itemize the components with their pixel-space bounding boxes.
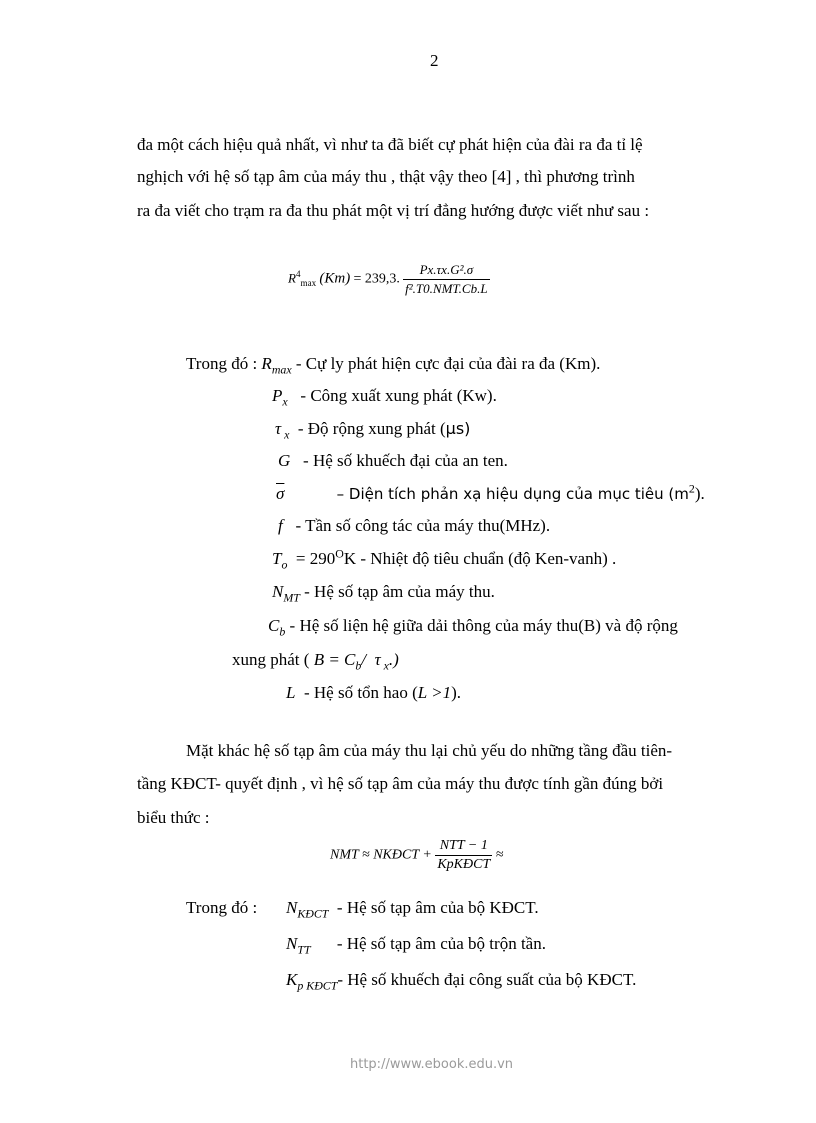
definition-l-close: ). <box>451 683 462 702</box>
definition-tau-unit: μs <box>445 419 465 438</box>
page-number: 2 <box>430 51 439 70</box>
definition-cb-text: - Hệ số liện hệ giữa dải thông của máy thu(B) và độ rộng <box>289 616 678 635</box>
definitions-intro: Trong đó : <box>186 354 258 373</box>
definition-t0-eq: = 290 <box>295 549 336 568</box>
definition2-kp <box>286 970 637 993</box>
definition-l <box>286 683 461 703</box>
definition-tau <box>275 419 471 442</box>
definition-cb-cont <box>232 650 399 673</box>
definition-f <box>278 516 550 536</box>
symbol-kp: $K_{p KĐCT}$ <box>286 970 338 993</box>
definition-cb <box>268 616 678 639</box>
eq1-lhs: R <box>288 270 296 286</box>
symbol-g: G <box>278 451 291 470</box>
symbol-cb: $C_b$ <box>268 616 286 639</box>
definition-tau-text: - Độ rộng xung phát ( <box>297 419 446 438</box>
definition-rmax-text: - Cự ly phát hiện cực đại của đài ra đa (Km). <box>295 354 601 373</box>
definition-sigma-text: – Diện tích phản xạ hiệu dụng của mục tiêu (m <box>336 485 689 503</box>
definition-px-text: - Công xuất xung phát (Kw). <box>300 386 497 405</box>
symbol-f: f <box>278 516 283 535</box>
symbol-l: L <box>286 683 296 702</box>
eq2-fraction <box>435 838 492 873</box>
symbol-nkdct: $N_{KĐCT}$ <box>286 898 329 921</box>
eq1-denominator: f².T0.NMT.Cb.L <box>405 281 488 296</box>
definition-t0-text: K - Nhiệt độ tiêu chuẩn (độ Ken-vanh) . <box>343 549 617 568</box>
symbol-t0: $T_o$ <box>272 549 288 572</box>
cb-formula: $B = C_b/$ τ $_x$.) <box>313 650 399 673</box>
eq1-lhs-sup: 4 <box>295 269 301 280</box>
eq2-lhs: NMT ≈ NKĐCT + <box>330 847 432 863</box>
definition2-ntt-text: - Hệ số tạp âm của bộ trộn tần. <box>336 934 546 953</box>
paragraph-line: tầng KĐCT- quyết định , vì hệ số tạp âm của máy thu được tính gần đúng bởi <box>137 774 664 793</box>
symbol-px: $P_x$ <box>272 386 288 409</box>
definition2-ntt <box>286 934 546 957</box>
definition-tau-close: ) <box>464 419 471 438</box>
paragraph-line: biểu thức : <box>137 808 210 827</box>
symbol-nmt: $N_{MT}$ <box>272 582 300 605</box>
eq2-numerator: NTT − 1 <box>435 838 492 856</box>
definitions2-intro: Trong đó : <box>186 898 258 917</box>
symbol-tau: τ $_x$ <box>275 419 290 442</box>
definition-sigma-close: ). <box>694 484 705 503</box>
definition2-nkdct-text: - Hệ số tạp âm của bộ KĐCT. <box>336 898 539 917</box>
paragraph-line: ra đa viết cho trạm ra đa thu phát một vị trí đẳng hướng được viết như sau : <box>137 201 650 220</box>
definition2-kp-text: - Hệ số khuếch đại công suất của bộ KĐCT. <box>337 970 637 989</box>
symbol-ntt: $N_{TT}$ <box>286 934 311 957</box>
definition-rmax <box>186 354 601 377</box>
footer-url: http://www.ebook.edu.vn <box>350 1057 514 1072</box>
definition-px <box>272 386 497 409</box>
definition-l-cond: L >1 <box>417 683 452 702</box>
definition-t0-sup: O <box>335 546 344 561</box>
paragraph-line: nghịch với hệ số tạp âm của máy thu , thật vậy theo [4] , thì phương trình <box>137 167 635 186</box>
eq1-lhs-arg: (Km) <box>319 270 351 287</box>
definition2-nkdct <box>286 898 539 921</box>
symbol-rmax: $R_{max}$ <box>261 354 292 377</box>
definition-f-text: - Tần số công tác của máy thu(MHz). <box>295 516 551 535</box>
noise-figure-equation <box>330 838 503 873</box>
symbol-sigma: $\overline{\sigma}$ <box>276 484 285 503</box>
definition-sigma-sup: 2 <box>688 481 695 496</box>
definition-sigma <box>276 481 705 504</box>
eq2-denominator: KpKĐCT <box>437 857 491 872</box>
paragraph-line: Mặt khác hệ số tạp âm của máy thu lại chủ yếu do những tầng đầu tiên- <box>186 741 673 760</box>
eq1-fraction <box>403 262 489 297</box>
definition-g <box>278 451 508 471</box>
definition-l-text: - Hệ số tổn hao ( <box>303 683 418 702</box>
eq1-const: = 239,3. <box>353 271 400 287</box>
paragraph-line: đa một cách hiệu quả nhất, vì như ta đã biết cự phát hiện của đài ra đa tỉ lệ <box>137 135 643 154</box>
definition-nmt <box>272 582 495 605</box>
eq1-numerator: Px.τx.G².σ <box>403 262 489 280</box>
eq1-lhs-sub: max <box>300 278 317 289</box>
definition-nmt-text: - Hệ số tạp âm của máy thu. <box>304 582 495 601</box>
eq2-tail: ≈ <box>495 847 504 863</box>
definition-t0 <box>272 546 617 572</box>
definition-g-text: - Hệ số khuếch đại của an ten. <box>303 451 508 470</box>
radar-range-equation <box>288 262 490 297</box>
definition-cb-prefix: xung phát ( <box>232 650 310 669</box>
